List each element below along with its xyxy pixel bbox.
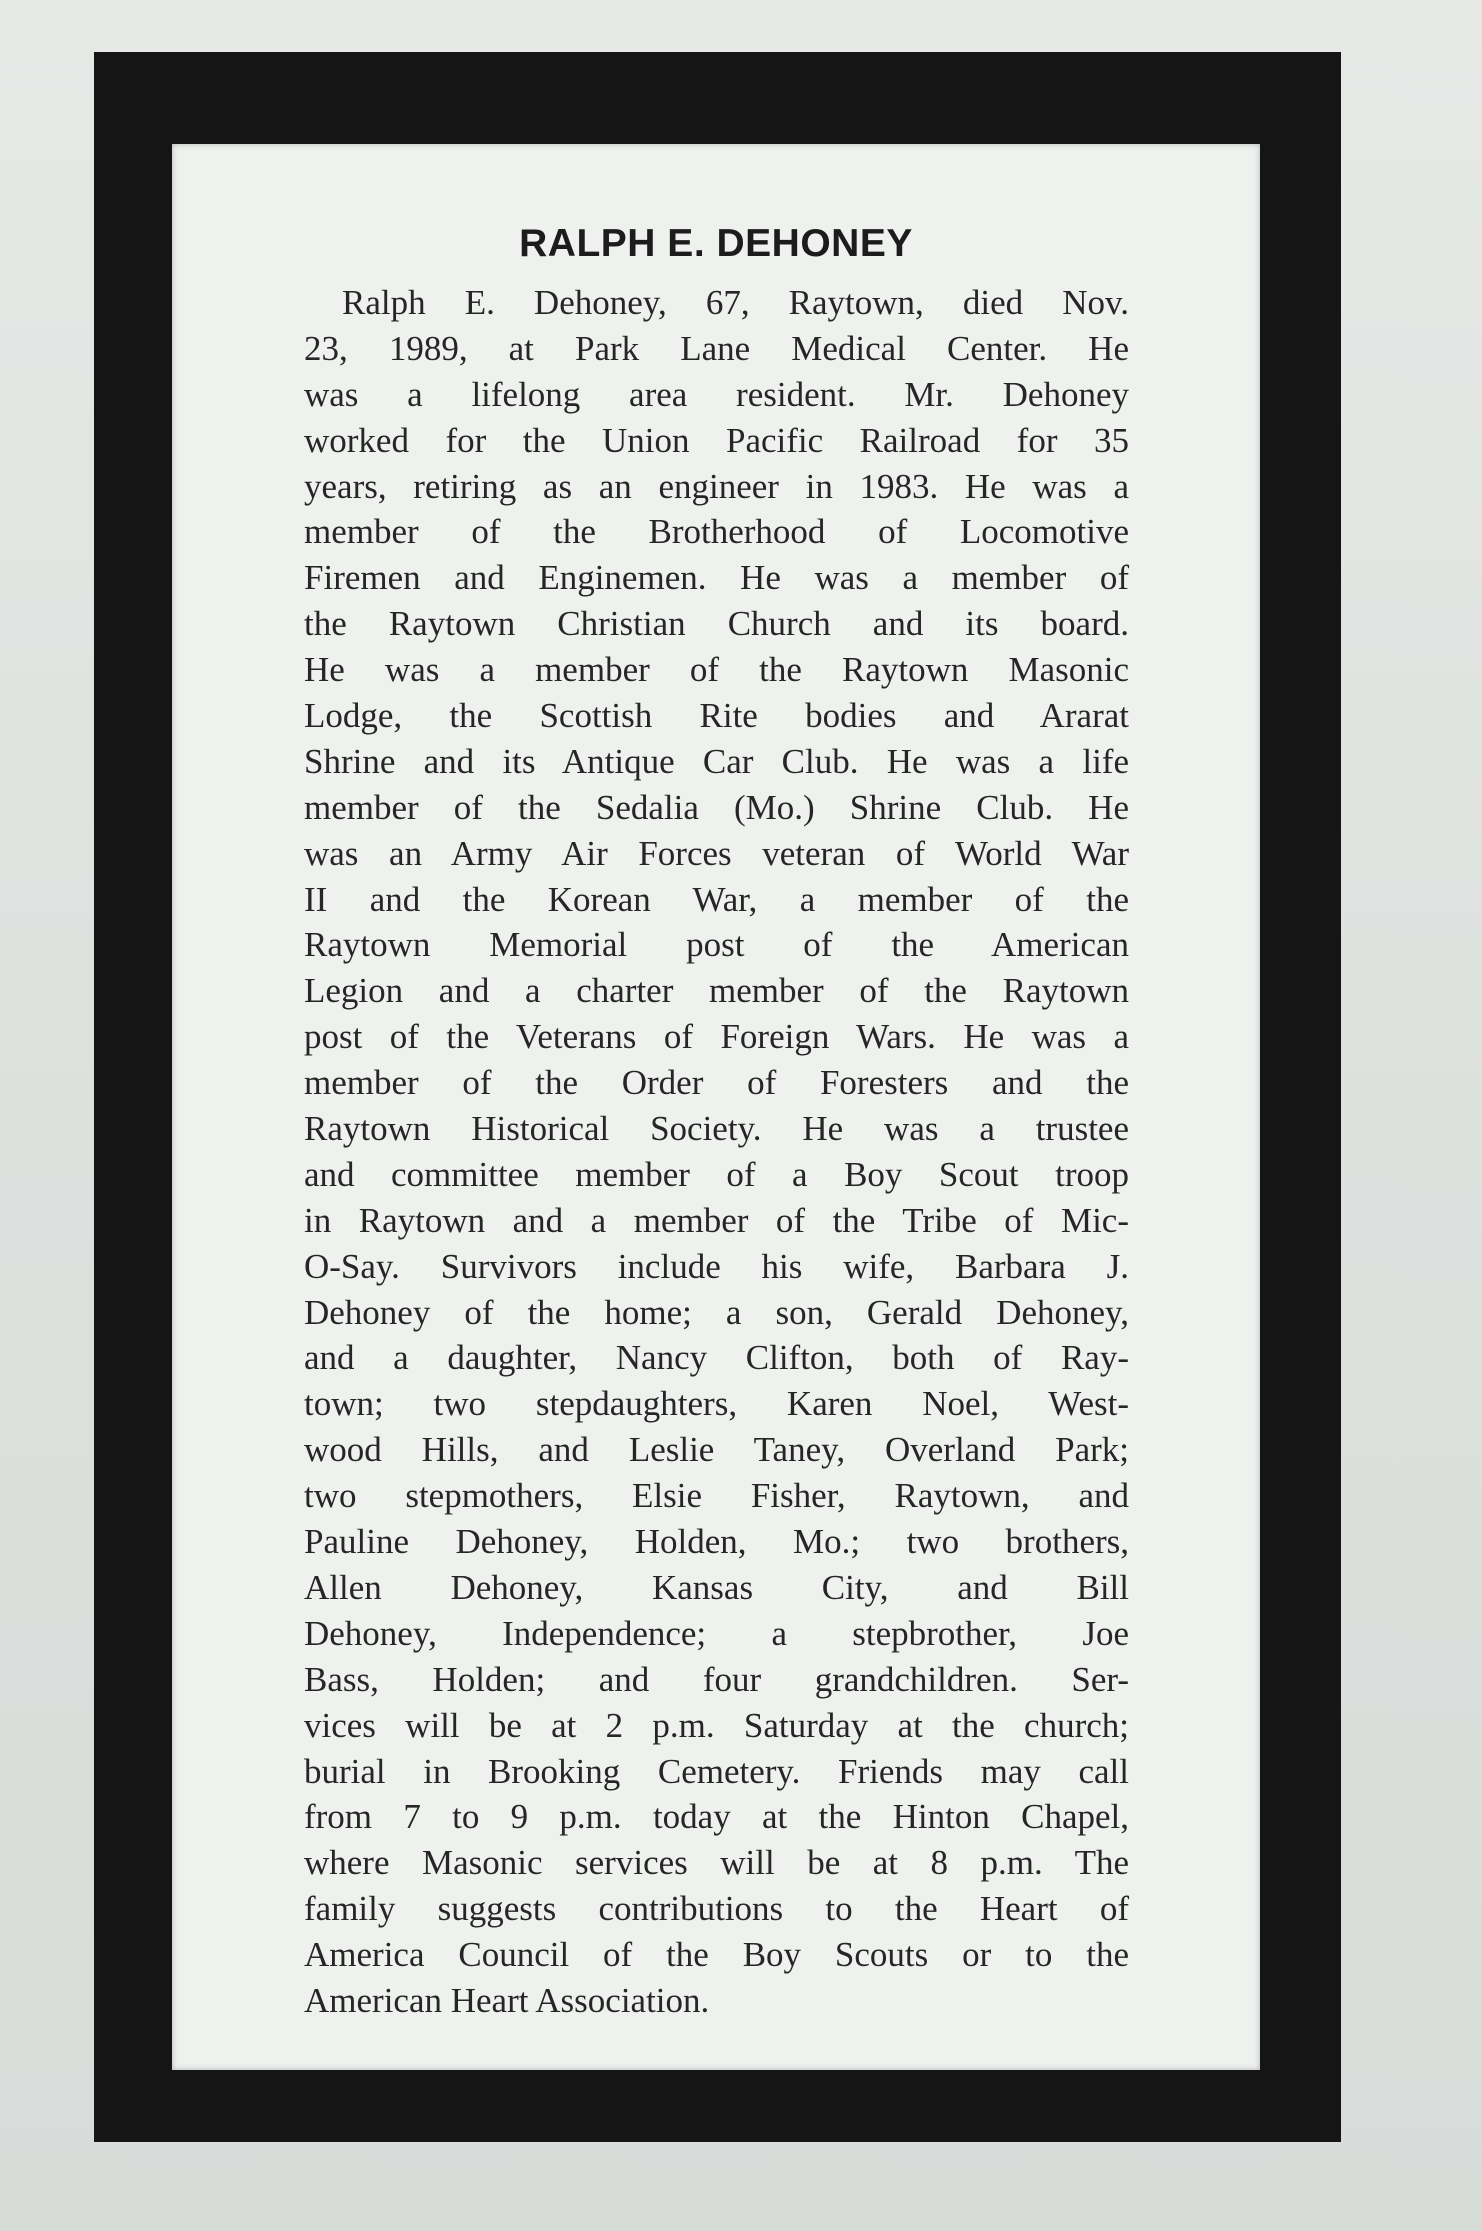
obituary-line: Raytown Memorial post of the American <box>304 925 1129 965</box>
obituary-line: Lodge, the Scottish Rite bodies and Ararat <box>304 696 1129 736</box>
obituary-line: and a daughter, Nancy Clifton, both of Ray- <box>304 1338 1129 1378</box>
obituary-line: from 7 to 9 p.m. today at the Hinton Chapel, <box>304 1797 1129 1837</box>
obituary-line: He was a member of the Raytown Masonic <box>304 650 1129 690</box>
obituary-line: Pauline Dehoney, Holden, Mo.; two brothers, <box>304 1522 1129 1562</box>
obituary-line: American Heart Association. <box>304 1980 710 2020</box>
obituary-line: burial in Brooking Cemetery. Friends may call <box>304 1751 1129 1791</box>
obituary-line: vices will be at 2 p.m. Saturday at the church; <box>304 1705 1129 1745</box>
obituary-line: two stepmothers, Elsie Fisher, Raytown, and <box>304 1476 1129 1516</box>
obituary-line: O-Say. Survivors include his wife, Barbara J. <box>304 1246 1129 1286</box>
obituary-line: wood Hills, and Leslie Taney, Overland Park; <box>304 1430 1129 1470</box>
obituary-line: America Council of the Boy Scouts or to the <box>304 1935 1129 1975</box>
obituary-line: Firemen and Enginemen. He was a member of <box>304 558 1129 598</box>
obituary-line: and committee member of a Boy Scout troop <box>304 1154 1129 1194</box>
obituary-line: II and the Korean War, a member of the <box>304 879 1129 919</box>
obituary-line: Dehoney, Independence; a stepbrother, Joe <box>304 1613 1129 1653</box>
obituary-line: Bass, Holden; and four grandchildren. Ser- <box>304 1659 1129 1699</box>
obituary-line: member of the Sedalia (Mo.) Shrine Club. He <box>304 787 1129 827</box>
obituary-line: years, retiring as an engineer in 1983. He was a <box>304 466 1129 506</box>
obituary-line: the Raytown Christian Church and its board. <box>304 604 1129 644</box>
obituary-line: was an Army Air Forces veteran of World War <box>304 833 1129 873</box>
obituary-line: post of the Veterans of Foreign Wars. He was a <box>304 1017 1129 1057</box>
obituary-line: in Raytown and a member of the Tribe of Mic- <box>304 1200 1129 1240</box>
newspaper-clipping <box>172 144 1260 2070</box>
obituary-line: Legion and a charter member of the Raytown <box>304 971 1129 1011</box>
obituary-line: 23, 1989, at Park Lane Medical Center. He <box>304 328 1129 368</box>
obituary-line: member of the Order of Foresters and the <box>304 1063 1129 1103</box>
obituary-line: Ralph E. Dehoney, 67, Raytown, died Nov. <box>342 283 1129 322</box>
obituary-line: was a lifelong area resident. Mr. Dehoney <box>304 374 1129 414</box>
obituary-line: member of the Brotherhood of Locomotive <box>304 512 1129 552</box>
obituary-line: town; two stepdaughters, Karen Noel, West- <box>304 1384 1129 1424</box>
obituary-title: RALPH E. DEHONEY <box>519 222 913 265</box>
obituary-line: Allen Dehoney, Kansas City, and Bill <box>304 1567 1129 1607</box>
obituary-line: worked for the Union Pacific Railroad for 35 <box>304 420 1129 460</box>
obituary-body <box>304 280 1129 2024</box>
obituary-line: family suggests contributions to the Heart of <box>304 1889 1129 1929</box>
obituary-line: Shrine and its Antique Car Club. He was a life <box>304 741 1129 781</box>
obituary-line: where Masonic services will be at 8 p.m. The <box>304 1843 1129 1883</box>
obituary-line: Raytown Historical Society. He was a trustee <box>304 1109 1129 1149</box>
obituary-line: Dehoney of the home; a son, Gerald Dehoney, <box>304 1292 1129 1332</box>
